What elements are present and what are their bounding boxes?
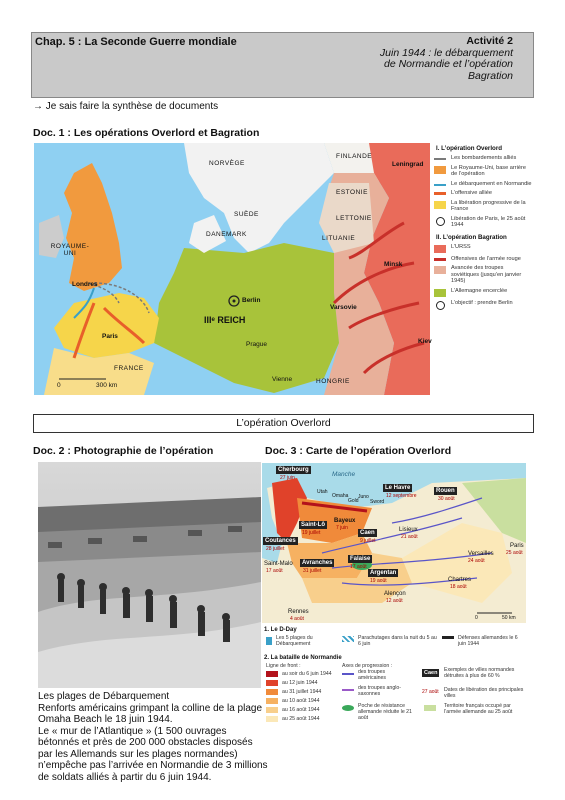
label-utah: Utah [317, 489, 328, 495]
uk-land [64, 163, 122, 291]
legend3-caen-tag: Caen [424, 670, 438, 676]
legend3-swatch-pocket [342, 705, 354, 711]
label-varsovie: Varsovie [330, 304, 357, 311]
legend-row [434, 288, 532, 297]
legend-label: La libération progressive de la France [451, 199, 526, 212]
target-icon [436, 301, 445, 310]
legend3-swatch-territory [424, 705, 436, 711]
label-caen: Caen [360, 530, 375, 536]
berlin-target-center [233, 300, 236, 303]
label-suede: SUÈDE [234, 211, 259, 218]
date-lisieux: 21 août [401, 534, 418, 540]
legend3-swatch-front [266, 698, 278, 704]
legend-label: Avancée des troupes soviétiques (jusqu’en janvier 1945) [451, 265, 522, 284]
legend-heading-bagration: II. L’opération Bagration [436, 233, 507, 241]
activity-block [373, 36, 513, 82]
legend3-destroyed: Exemples de villes normandes détruites à plus de 60 % [444, 667, 515, 679]
legend-row [434, 181, 532, 188]
date-caen: 9 juillet [360, 538, 376, 544]
label-avranches: Avranches [302, 560, 333, 566]
label-le-havre: Le Havre [385, 485, 411, 491]
doc1-map [34, 143, 430, 395]
section-banner: L’opération Overlord [33, 414, 534, 433]
legend-row [434, 244, 532, 253]
legend3-swatch-uk [342, 689, 354, 691]
label-versailles: Versailles [468, 551, 494, 557]
legend-row [434, 165, 532, 178]
legend3-pocket: Poche de résistance allemande réduite le 21 août [358, 703, 412, 721]
doc1-legend [432, 143, 532, 395]
legend-label: L’Allemagne encerclée [451, 287, 508, 294]
legend-swatch [434, 184, 446, 186]
label-berlin: Berlin [242, 297, 261, 304]
date-falaise: 17 août [350, 564, 367, 570]
date-saint-malo: 17 août [266, 568, 283, 574]
label-juno: Juno [358, 494, 369, 500]
label-vienne: Vienne [272, 376, 293, 383]
label-norvege: NORVÈGE [209, 160, 245, 167]
label-lettonie: LETTONIE [336, 215, 372, 222]
omaha-beach-photo [38, 462, 261, 688]
legend3-liberation: Dates de libération des principales villes [444, 687, 524, 699]
date-chartres: 18 août [450, 584, 467, 590]
label-leningrad: Leningrad [392, 161, 424, 168]
date-coutances: 28 juillet [266, 546, 285, 552]
legend-swatch [434, 289, 446, 297]
legend-row [434, 190, 532, 197]
label-saint-malo: Saint-Malo [264, 561, 293, 567]
legend-label: Libération de Paris, le 25 août 1944 [451, 215, 526, 228]
date-le-havre: 12 septembre [386, 493, 417, 499]
legend3-axes-uk: des troupes anglo-saxonnes [358, 685, 401, 697]
label-royaume-uni: ROYAUME-UNI [50, 243, 90, 257]
beach-arrow-icon [266, 637, 272, 645]
legend-label: L’offensive alliée [451, 190, 492, 196]
date-avranches: 31 juillet [303, 568, 322, 574]
legend-swatch [434, 245, 446, 253]
caption-line: Le « mur de l’Atlantique » (1 500 ouvrages bétonnés et près de 200 000 obstacles disposés par les Allemands sur les plages normandes) n’empêche pas l’arrivée en Normandie de 3 millions de soldats alliés à partir du 6 juin 1944. [38, 725, 268, 783]
legend3-swatch-def [442, 636, 454, 639]
label-finlande: FINLANDE [336, 153, 373, 160]
legend3-swatch-front [266, 671, 278, 677]
legend3-heading-battle: 2. La bataille de Normandie [264, 655, 342, 661]
label-minsk: Minsk [384, 261, 403, 268]
legend3-def: Défenses allemandes le 6 juin 1944 [458, 635, 518, 647]
legend3-front: au 25 août 1944 [282, 716, 320, 722]
doc1-title: Doc. 1 : Les opérations Overlord et Bagration [33, 127, 260, 139]
legend3-swatch-front [266, 689, 278, 695]
legend-label: L’objectif : prendre Berlin [451, 299, 513, 306]
legend3-swatch-front [266, 707, 278, 713]
legend3-date-sample: 27 août [422, 689, 439, 695]
label-kiev: Kiev [418, 338, 432, 345]
legend-swatch [434, 201, 446, 209]
photo-caption [38, 691, 268, 783]
label-paris: Paris [102, 333, 118, 340]
doc3-map [262, 463, 526, 623]
label-rouen: Rouen [436, 488, 455, 494]
legend3-territory: Territoire français occupé par l’armée allemande au 25 août [444, 703, 513, 715]
label-paris-3: Paris [510, 543, 524, 549]
date-cherbourg: 27 juin [280, 475, 295, 481]
legend-row [434, 216, 532, 229]
label-londres: Londres [72, 281, 98, 288]
doc2-title: Doc. 2 : Photographie de l’opération [33, 445, 214, 457]
date-alencon: 12 août [386, 598, 403, 604]
legend3-swatch-us [342, 673, 354, 675]
legend-label: Offensives de l’armée rouge [451, 255, 521, 262]
label-coutances: Coutances [265, 538, 296, 544]
label-omaha: Omaha [332, 493, 349, 499]
scale3-label-50: 50 km [502, 615, 516, 621]
doc1-map-drawing [34, 143, 430, 395]
legend3-heading-dday: 1. Le D-Day [264, 627, 297, 633]
legend3-beaches: Les 5 plages du Débarquement [276, 635, 313, 647]
label-sword: Sword [370, 499, 385, 505]
label-hongrie: HONGRIE [316, 378, 350, 385]
scale3-label-0: 0 [475, 615, 478, 621]
doc3-legend [262, 625, 526, 740]
photo-drawing [38, 462, 261, 688]
label-prague: Prague [246, 341, 267, 348]
legend3-front-title: Ligne de front : [266, 663, 301, 669]
date-saint-lo: 19 juillet [302, 530, 321, 536]
legend-row [434, 200, 532, 213]
legend-swatch [434, 192, 446, 195]
label-estonie: ESTONIE [336, 189, 368, 196]
legend3-para: Parachutages dans la nuit du 5 au 6 juin [358, 635, 437, 647]
label-rennes: Rennes [288, 609, 309, 615]
label-manche: Manche [332, 471, 356, 478]
legend-swatch [434, 258, 446, 261]
activity-number: Activité 2 [466, 35, 513, 47]
germany-land [154, 243, 339, 393]
label-danemark: DANEMARK [206, 231, 247, 238]
date-argentan: 19 août [370, 578, 387, 584]
chapter-title: Chap. 5 : La Seconde Guerre mondiale [35, 36, 237, 48]
legend-swatch [434, 166, 446, 174]
label-reich: IIIᵉ REICH [204, 315, 246, 325]
legend-heading-overlord: I. L’opération Overlord [436, 145, 503, 152]
legend3-swatch-front [266, 680, 278, 686]
france-liberated [54, 293, 159, 358]
date-rennes: 4 août [290, 616, 304, 622]
label-cherbourg: Cherbourg [278, 467, 309, 473]
legend3-swatch-front [266, 716, 278, 722]
legend-row [434, 300, 532, 310]
legend-row [434, 155, 532, 162]
date-rouen: 30 août [438, 496, 455, 502]
legend3-front: au 10 août 1944 [282, 698, 320, 704]
legend-label: Le Royaume-Uni, base arrière de l’opération [451, 164, 526, 177]
scale-label-300: 300 km [96, 382, 118, 389]
header-box [31, 32, 534, 98]
label-chartres: Chartres [448, 577, 472, 583]
legend-row [434, 265, 532, 285]
skill-line: → Je sais faire la synthèse de documents [33, 101, 219, 112]
legend3-front: au 31 juillet 1944 [282, 689, 322, 695]
label-saint-lo: Saint-Lô [301, 522, 325, 528]
legend3-axes-us: des troupes américaines [358, 669, 386, 681]
doc3-title: Doc. 3 : Carte de l’opération Overlord [265, 445, 452, 457]
legend-row [434, 256, 532, 263]
label-lisieux: Lisieux [399, 527, 418, 533]
caption-line: Les plages de Débarquement [38, 691, 170, 702]
legend-label: Le débarquement en Normandie [451, 180, 532, 187]
activity-title: Juin 1944 : le débarquement de Normandie et l’opération Bagration [379, 46, 513, 82]
legend-swatch [434, 266, 446, 274]
legend3-axes-title: Axes de progression : [342, 663, 393, 669]
label-argentan: Argentan [370, 570, 397, 576]
date-versailles: 24 août [468, 558, 485, 564]
legend-swatch [434, 158, 446, 160]
legend-label: L’URSS [451, 243, 471, 250]
label-france: FRANCE [114, 365, 144, 372]
legend3-front: au soir du 6 juin 1944 [282, 671, 332, 677]
legend3-front: au 12 juin 1944 [282, 680, 318, 686]
legend3-swatch-para [342, 636, 354, 642]
label-alencon: Alençon [384, 591, 406, 597]
date-paris: 25 août [506, 550, 523, 556]
label-lituanie: LITUANIE [322, 235, 356, 242]
label-gold: Gold [348, 498, 359, 504]
date-bayeux: 7 juin [336, 525, 348, 531]
label-bayeux: Bayeux [334, 518, 356, 524]
label-falaise: Falaise [350, 556, 371, 562]
caption-line: Renforts américains grimpant la colline de la plage Omaha Beach le 18 juin 1944. [38, 702, 263, 725]
scale-label-0: 0 [57, 382, 61, 389]
legend-label: Les bombardements alliés [451, 155, 517, 161]
explosion-icon [436, 217, 445, 226]
legend3-front: au 16 août 1944 [282, 707, 320, 713]
